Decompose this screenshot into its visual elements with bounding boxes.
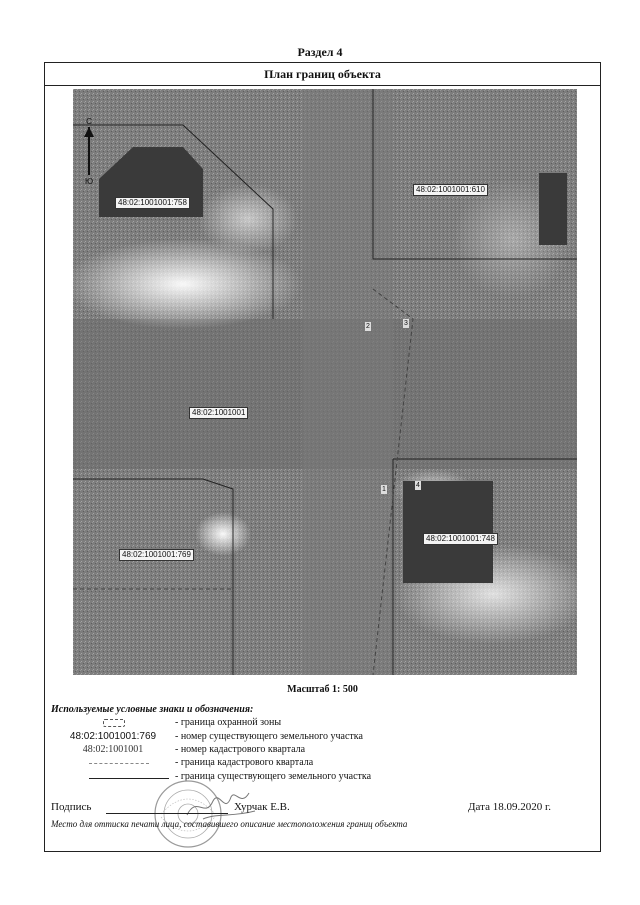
legend-item bbox=[51, 731, 591, 743]
map-scale: Масштаб 1: 500 bbox=[287, 684, 358, 695]
signer-name: Хурчак Е.В. bbox=[234, 801, 290, 813]
point-label: 1 bbox=[382, 486, 386, 493]
legend-symbol bbox=[51, 757, 175, 769]
point-label: 2 bbox=[366, 323, 370, 330]
north-arrow-shaft bbox=[88, 127, 90, 175]
protection-zone-symbol bbox=[103, 719, 125, 727]
legend-desc: - номер кадастрового квартала bbox=[175, 744, 306, 755]
legend-item bbox=[51, 771, 591, 783]
legend-item bbox=[51, 757, 591, 769]
legend-item bbox=[51, 744, 591, 756]
parcel-label: 48:02:1001001:610 bbox=[413, 184, 488, 196]
north-arrow bbox=[81, 117, 97, 187]
signature-row bbox=[51, 801, 591, 817]
parcel-label: 48:02:1001001:758 bbox=[115, 197, 190, 209]
legend-symbol-text: 48:02:1001001:769 bbox=[69, 731, 157, 742]
legend-symbol bbox=[51, 744, 175, 756]
parcel-label: 48:02:1001001:769 bbox=[119, 549, 194, 561]
legend-symbol-text: 48:02:1001001 bbox=[82, 744, 144, 755]
map-imagery bbox=[73, 89, 577, 675]
parcel-label: 48:02:1001001:748 bbox=[423, 533, 498, 545]
point-label: 4 bbox=[416, 482, 420, 489]
signature-date: Дата 18.09.2020 г. bbox=[468, 801, 551, 813]
legend-desc: - граница существующего земельного участка bbox=[175, 771, 372, 782]
legend-symbol bbox=[51, 731, 175, 743]
aerial-map bbox=[73, 89, 577, 675]
legend-desc: - граница кадастрового квартала bbox=[175, 757, 314, 768]
legend-symbol bbox=[51, 717, 175, 729]
legend-item bbox=[51, 717, 591, 729]
signature-label: Подпись bbox=[51, 801, 92, 813]
quarter-boundary-symbol bbox=[89, 763, 149, 764]
signature-line bbox=[106, 813, 228, 814]
north-label: С bbox=[86, 117, 92, 126]
section-title: Раздел 4 bbox=[297, 45, 343, 59]
quarter-label: 48:02:1001001 bbox=[189, 407, 248, 419]
south-label: Ю bbox=[84, 177, 94, 186]
plan-title: План границ объекта bbox=[45, 63, 600, 86]
legend-title: Используемые условные знаки и обозначения: bbox=[51, 704, 254, 715]
legend-desc: - номер существующего земельного участка bbox=[175, 731, 363, 742]
legend-desc: - граница охранной зоны bbox=[175, 717, 282, 728]
point-label: 3 bbox=[404, 320, 408, 327]
document-frame bbox=[44, 62, 601, 852]
stamp-note: Место для оттиска печати лица, составившего описание местоположения границ объекта bbox=[51, 819, 408, 829]
